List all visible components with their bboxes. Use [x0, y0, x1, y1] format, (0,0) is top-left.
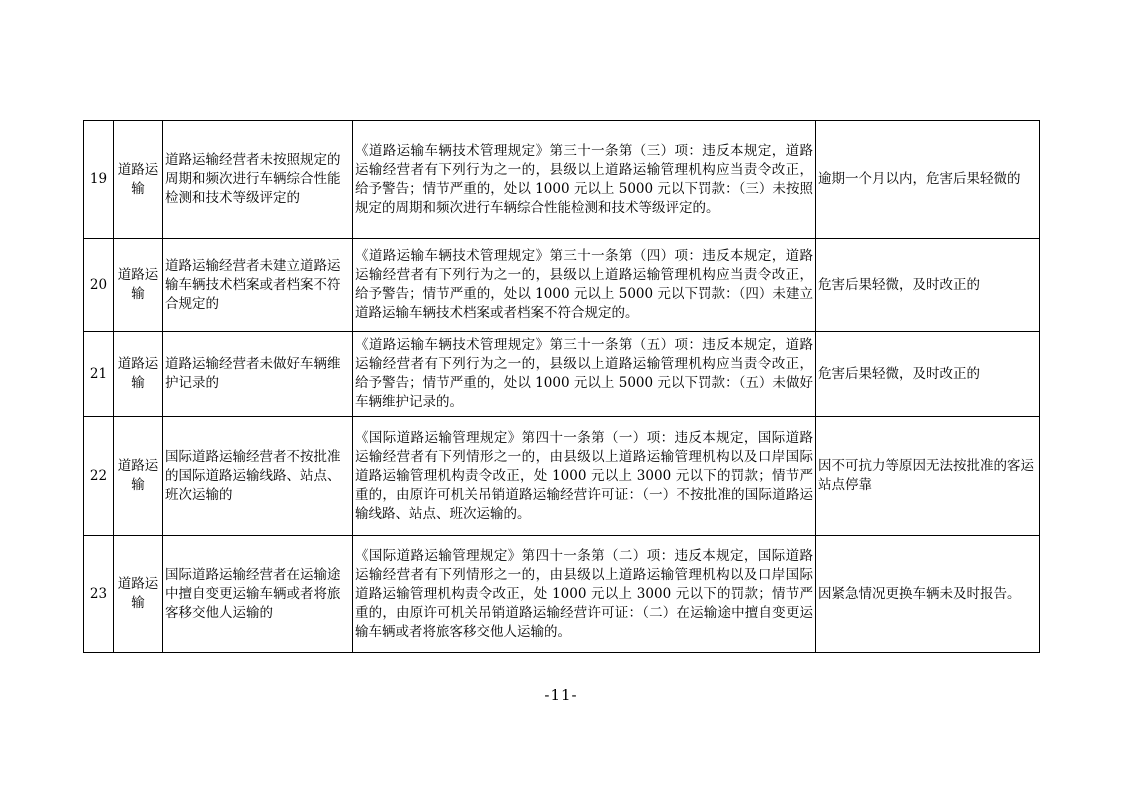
row-number: 22 [84, 417, 114, 536]
row-category: 道路运输 [114, 121, 163, 239]
row-number: 20 [84, 239, 114, 332]
row-condition: 危害后果轻微，及时改正的 [816, 332, 1040, 417]
page-number: -11- [544, 686, 578, 704]
row-description: 国际道路运输经营者不按批准的国际道路运输线路、站点、班次运输的 [163, 417, 353, 536]
table-row [84, 332, 1040, 417]
table-row [84, 417, 1040, 536]
row-number: 21 [84, 332, 114, 417]
row-number: 23 [84, 536, 114, 653]
row-description: 道路运输经营者未按照规定的周期和频次进行车辆综合性能检测和技术等级评定的 [163, 121, 353, 239]
row-legal-basis: 《国际道路运输管理规定》第四十一条第（一）项：违反本规定，国际道路运输经营者有下列情形之一的，由县级以上道路运输管理机构以及口岸国际道路运输管理机构责令改正，处 1000 元以上 3000 元以下的罚款；情节严重的，由原许可机关吊销道路运输经营许可证：（一）不按批准的国际道路运输线路、站点、班次运输的。 [353, 417, 816, 536]
row-description: 道路运输经营者未建立道路运输车辆技术档案或者档案不符合规定的 [163, 239, 353, 332]
row-condition: 危害后果轻微，及时改正的 [816, 239, 1040, 332]
row-category: 道路运输 [114, 417, 163, 536]
row-legal-basis: 《道路运输车辆技术管理规定》第三十一条第（五）项：违反本规定，道路运输经营者有下列行为之一的，县级以上道路运输管理机构应当责令改正，给予警告；情节严重的，处以 1000 元以上 5000 元以下罚款：（五）未做好车辆维护记录的。 [353, 332, 816, 417]
row-legal-basis: 《国际道路运输管理规定》第四十一条第（二）项：违反本规定，国际道路运输经营者有下列情形之一的，由县级以上道路运输管理机构以及口岸国际道路运输管理机构责令改正，处 1000 元以上 3000 元以下的罚款；情节严重的，由原许可机关吊销道路运输经营许可证：（二）在运输途中擅自变更运输车辆或者将旅客移交他人运输的。 [353, 536, 816, 653]
regulation-table [83, 120, 1040, 653]
row-category: 道路运输 [114, 536, 163, 653]
row-condition: 因紧急情况更换车辆未及时报告。 [816, 536, 1040, 653]
table-row [84, 239, 1040, 332]
table-row [84, 121, 1040, 239]
table-row [84, 536, 1040, 653]
row-legal-basis: 《道路运输车辆技术管理规定》第三十一条第（四）项：违反本规定，道路运输经营者有下列行为之一的，县级以上道路运输管理机构应当责令改正，给予警告；情节严重的，处以 1000 元以上 5000 元以下罚款：（四）未建立道路运输车辆技术档案或者档案不符合规定的。 [353, 239, 816, 332]
row-condition: 因不可抗力等原因无法按批准的客运站点停靠 [816, 417, 1040, 536]
row-number: 19 [84, 121, 114, 239]
row-description: 国际道路运输经营者在运输途中擅自变更运输车辆或者将旅客移交他人运输的 [163, 536, 353, 653]
row-category: 道路运输 [114, 239, 163, 332]
row-condition: 逾期一个月以内，危害后果轻微的 [816, 121, 1040, 239]
row-legal-basis: 《道路运输车辆技术管理规定》第三十一条第（三）项：违反本规定，道路运输经营者有下列行为之一的，县级以上道路运输管理机构应当责令改正，给予警告；情节严重的，处以 1000 元以上 5000 元以下罚款：（三）未按照规定的周期和频次进行车辆综合性能检测和技术等级评定的。 [353, 121, 816, 239]
row-category: 道路运输 [114, 332, 163, 417]
row-description: 道路运输经营者未做好车辆维护记录的 [163, 332, 353, 417]
